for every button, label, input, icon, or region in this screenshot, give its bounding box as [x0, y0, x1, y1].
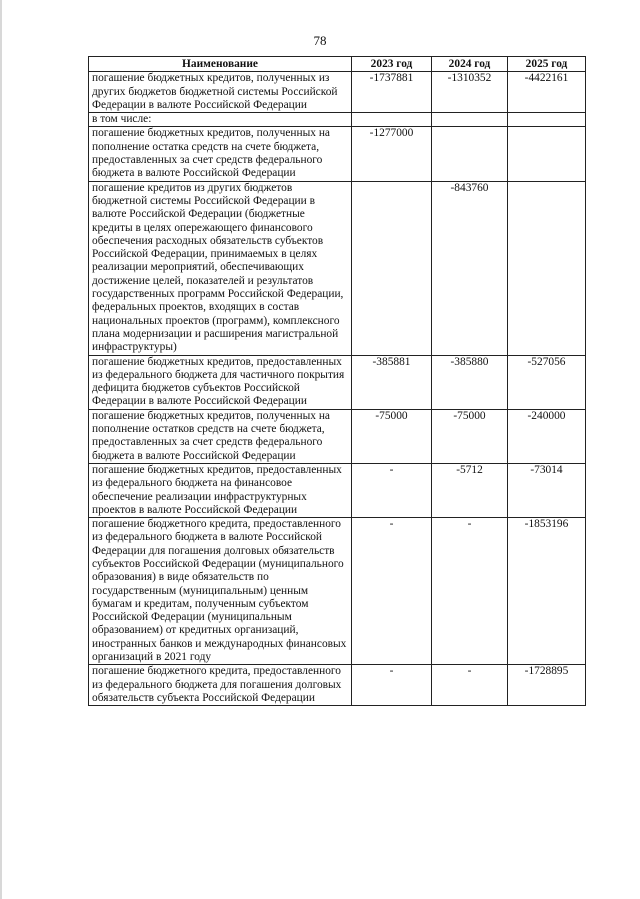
- row-name: погашение бюджетных кредитов, предоставленных из федерального бюджета для частичного покрытия дефицита бюджетов субъектов Российской Федерации в валюте Российской Федерации: [89, 355, 352, 409]
- value-2024: [432, 127, 508, 181]
- value-2023: [352, 181, 432, 355]
- value-2023: -75000: [352, 409, 432, 463]
- table-row: [89, 409, 586, 463]
- table-row: [89, 113, 586, 127]
- value-2024: -5712: [432, 463, 508, 517]
- value-2024: -385880: [432, 355, 508, 409]
- row-name: погашение бюджетных кредитов, полученных из других бюджетов бюджетной системы Российской Федерации в валюте Российской Федерации: [89, 72, 352, 113]
- value-2025: -1728895: [508, 665, 586, 706]
- table-row: [89, 72, 586, 113]
- value-2024: -: [432, 518, 508, 665]
- value-2025: -240000: [508, 409, 586, 463]
- header-name: Наименование: [89, 57, 352, 72]
- row-name: погашение бюджетных кредитов, предоставленных из федерального бюджета на финансовое обеспечение реализации инфраструктурных проектов в валюте Российской Федерации: [89, 463, 352, 517]
- table-row: [89, 518, 586, 665]
- value-2023: -: [352, 463, 432, 517]
- table-row: [89, 181, 586, 355]
- scan-edge: [0, 0, 2, 899]
- value-2024: [432, 113, 508, 127]
- value-2023: -385881: [352, 355, 432, 409]
- page-number: 78: [313, 33, 327, 48]
- value-2025: [508, 113, 586, 127]
- row-name: в том числе:: [89, 113, 352, 127]
- value-2023: [352, 113, 432, 127]
- row-name: погашение бюджетных кредитов, полученных на пополнение остатков средств на счете бюджета, предоставленных за счет средств федерального бюджета в валюте Российской Федерации: [89, 409, 352, 463]
- row-name: погашение бюджетного кредита, предоставленного из федерального бюджета для погашения долговых обязательств субъекта Российской Федерации: [89, 665, 352, 706]
- value-2023: -: [352, 665, 432, 706]
- value-2024: -75000: [432, 409, 508, 463]
- table-row: [89, 665, 586, 706]
- header-2024: 2024 год: [432, 57, 508, 72]
- row-name: погашение бюджетных кредитов, полученных на пополнение остатка средств на счете бюджета, предоставленных за счет средств федерального бюджета в валюте Российской Федерации: [89, 127, 352, 181]
- value-2023: -1277000: [352, 127, 432, 181]
- table-row: [89, 127, 586, 181]
- budget-table: [88, 56, 586, 706]
- value-2025: -1853196: [508, 518, 586, 665]
- table-row: [89, 463, 586, 517]
- value-2024: -843760: [432, 181, 508, 355]
- table-header-row: [89, 57, 586, 72]
- value-2024: -: [432, 665, 508, 706]
- value-2023: -: [352, 518, 432, 665]
- value-2025: [508, 127, 586, 181]
- header-2023: 2023 год: [352, 57, 432, 72]
- value-2023: -1737881: [352, 72, 432, 113]
- value-2025: -73014: [508, 463, 586, 517]
- table-row: [89, 355, 586, 409]
- value-2025: -527056: [508, 355, 586, 409]
- value-2025: -4422161: [508, 72, 586, 113]
- row-name: погашение кредитов из других бюджетов бюджетной системы Российской Федерации в валюте Российской Федерации (бюджетные кредиты в целях опережающего финансового обеспечения расходных обязательств субъектов Российской Федерации, принимаемых в целях реализации мероприятий, обеспечивающих достижение целей, показателей и результатов государственных программ Российской Федерации, федеральных проектов, входящих в состав национальных проектов (программ), комплексного плана модернизации и расширения магистральной инфраструктуры): [89, 181, 352, 355]
- value-2025: [508, 181, 586, 355]
- value-2024: -1310352: [432, 72, 508, 113]
- row-name: погашение бюджетного кредита, предоставленного из федерального бюджета в валюте Российской Федерации для погашения долговых обязательств субъектов Российской Федерации (муниципального образования) в виде обязательств по государственным (муниципальным) ценным бумагам и кредитам, полученным субъектом Российской Федерации (муниципальным образованием) от кредитных организаций, иностранных банков и международных финансовых организаций в 2021 году: [89, 518, 352, 665]
- header-2025: 2025 год: [508, 57, 586, 72]
